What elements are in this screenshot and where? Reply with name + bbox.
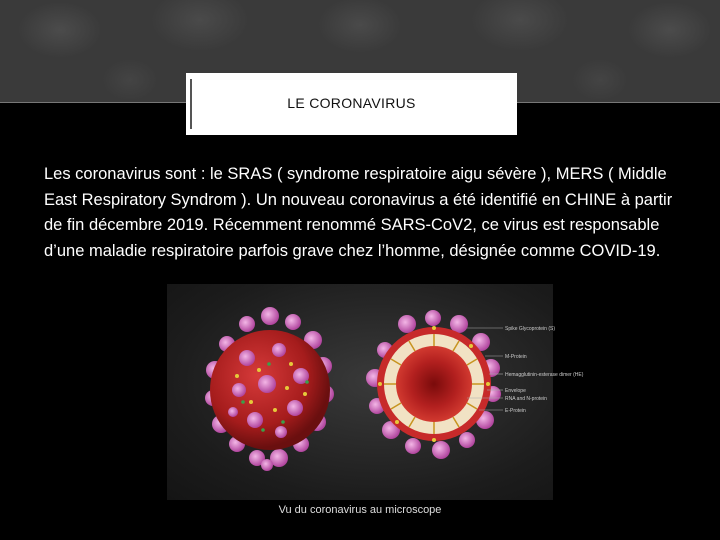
- slide-title: LE CORONAVIRUS: [287, 95, 416, 111]
- callout-envelope: Envelope: [505, 388, 526, 394]
- virus-image: [167, 284, 584, 500]
- callout-e-protein: E-Protein: [505, 408, 526, 414]
- callout-hemagglutinin-esterase: Hemagglutinin-esterase dimer (HE): [505, 372, 584, 378]
- whole-virus-model: [205, 307, 334, 471]
- slide-body-text: Les coronavirus sont : le SRAS ( syndrome respiratoire aigu sévère ), MERS ( Middle East Respiratory Syndrom ). Un nouveau coronavirus a été identifié en CHINE à partir de fin décembre 2019. Récemment renommé SARS-CoV2, ce virus est responsable d’une maladie respiratoire parfois grave chez l’homme, désignée comme COVID-19.: [44, 165, 673, 260]
- figure-caption: Vu du coronavirus au microscope: [278, 504, 442, 516]
- callout-labels: [505, 326, 584, 414]
- callout-rna-n-protein: RNA and N-protein: [505, 396, 547, 402]
- callout-m-protein: M-Protein: [505, 354, 527, 360]
- coronavirus-illustration: [167, 284, 584, 500]
- title-box: [186, 73, 517, 135]
- cross-section-model: [366, 310, 501, 459]
- callout-spike-glycoprotein: Spike Glycoprotein (S): [505, 326, 556, 332]
